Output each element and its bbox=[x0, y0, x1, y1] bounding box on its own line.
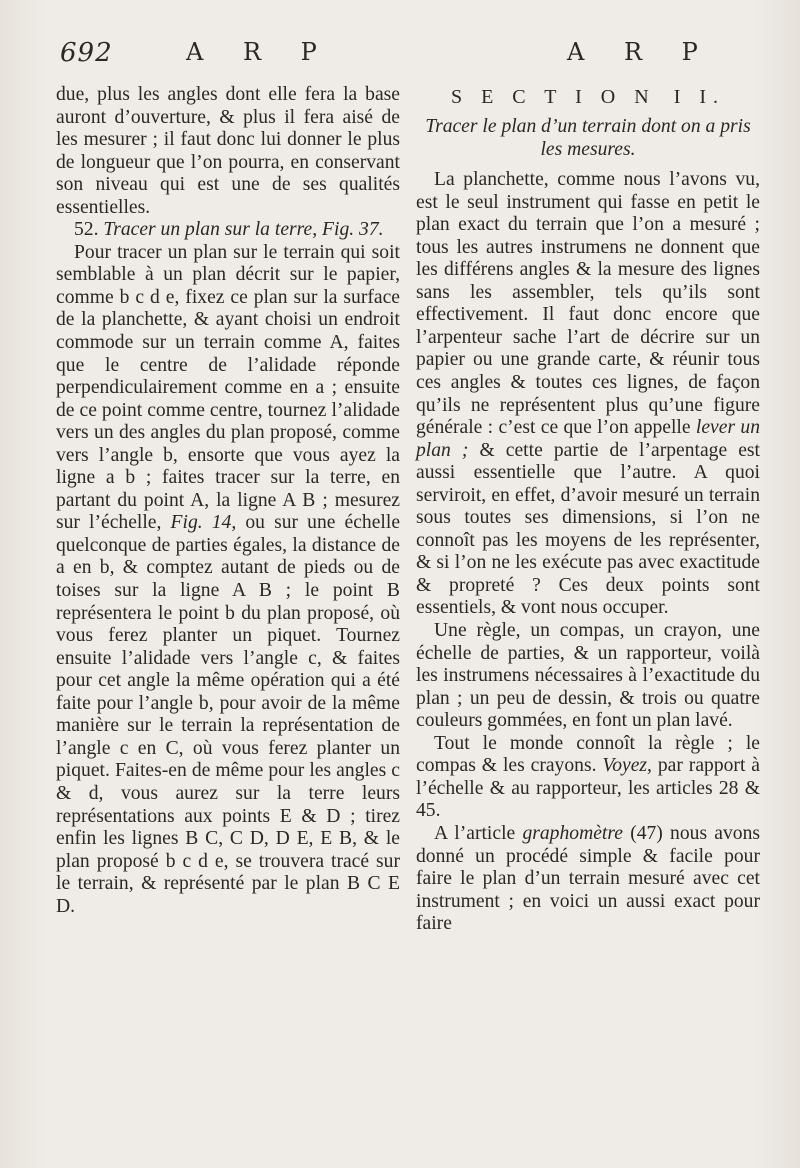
paragraph-instruments: Une règle, un compas, un crayon, une échelle de parties, & un rapporteur, voilà les instrumens nécessaires à l’exactitude du plan ; un peu de dessin, & trois ou quatre couleurs gommées, en font un plan lavé. bbox=[416, 620, 760, 732]
planchette-text-continued: & cette partie de l’arpentage est aussi essentielle que l’autre. A quoi serviroit, en effet, d’avoir mesuré un terrain sous toutes ses dimensions, si l’on ne connoît pas les moyens de les représenter, & si l’on ne les exécute pas avec exactitude & propreté ? Ces deux points sont essentiels, & vont nous occuper. bbox=[416, 439, 760, 619]
paragraph-planchette bbox=[416, 169, 760, 620]
article-number: 52. bbox=[74, 219, 99, 241]
graphometre-text: A l’article bbox=[434, 822, 516, 844]
left-column bbox=[56, 84, 400, 918]
page-number: 692 bbox=[60, 38, 113, 68]
procedure-text-continued: ou sur une échelle quelconque de parties égales, la distance de a en b, & comptez autant de pieds ou de toises sur la ligne A B ; le point B représentera le point b du plan proposé, où vous ferez planter un piquet. Tournez ensuite l’alidade vers l’angle c, & faites pour cet angle la même opération qui a été faite pour l’angle b, pour avoir de la même manière sur le terrain la représentation de l’angle c en C, où vous ferez planter un piquet. Faites-en de même pour les angles c & d, vous aurez sur la terre leurs représentations aux points E & D ; tirez enfin les lignes B C, C D, D E, E B, & le plan proposé b c d e, se trouvera tracé sur le terrain, & représenté par le plan B C E D. bbox=[56, 512, 401, 917]
section-label: S E C T I O N bbox=[450, 86, 656, 108]
running-head-right: A R P bbox=[567, 38, 714, 66]
section-heading bbox=[416, 84, 760, 110]
running-head-left: A R P bbox=[186, 38, 333, 66]
right-column bbox=[416, 84, 760, 936]
planchette-text: La planchette, comme nous l’avons vu, est le seul instrument qui fasse en petit le plan exact du terrain que l’on a mesuré ; tous les autres instrumens ne donnent que les différens angles & la mesure des lignes sans les assembler, tels qu’ils sont effectivement. Il faut donc encore que l’arpenteur sache l’art de décrire sur un papier ou une grande carte, & réunir tous ces angles & toutes ces lignes, de façon qu’ils ne représentent plus qu’une figure générale : c’est ce que l’on appelle bbox=[416, 169, 760, 439]
article-heading bbox=[56, 219, 400, 242]
graphometre-text-continued: (47) nous avons donné un procédé simple & facile pour faire le plan d’un terrain mesuré avec cet instrument ; en voici un aussi exact pour faire bbox=[416, 822, 761, 935]
paragraph-graphometre bbox=[416, 823, 760, 936]
figure-reference-14: Fig. 14, bbox=[170, 512, 237, 534]
section-number: I I. bbox=[673, 86, 726, 108]
figure-reference: Fig. 37. bbox=[322, 219, 384, 241]
paragraph-continuation: due, plus les angles dont elle fera la base auront d’ouverture, & plus il fera aisé de les mesurer ; il faut donc lui donner le plus de longueur que l’on pourra, en conservant son niveau qui est une de ses qualités essentielles. bbox=[56, 84, 400, 218]
voyez-reference: Voyez, bbox=[602, 755, 652, 777]
paragraph-procedure bbox=[56, 242, 400, 918]
procedure-text: Pour tracer un plan sur le terrain qui soit semblable à un plan décrit sur le papier, comme b c d e, fixez ce plan sur la surface de la planchette, & ayant choisi un endroit commode sur un terrain comme A, faites que le centre de l’alidade réponde perpendiculairement comme en a ; ensuite de ce point comme centre, tournez l’alidade vers un des angles du plan proposé, comme vers l’angle b, ensorte que vous ayez la ligne a b ; faites tracer sur la terre, en partant du point A, la ligne A B ; mesurez sur l’échelle, bbox=[56, 241, 400, 534]
page-header bbox=[0, 38, 800, 78]
graphometre-term: graphomètre bbox=[522, 822, 623, 844]
regle-text: Tout le monde connoît la règle ; le compas & les crayons. bbox=[416, 732, 760, 777]
section-subtitle: Tracer le plan d’un terrain dont on a pris les mesures. bbox=[425, 116, 751, 160]
lever-un-plan-term: lever un plan ; bbox=[416, 417, 760, 461]
regle-text-continued: par rapport à l’échelle & au rapporteur, les articles 28 & 45. bbox=[416, 755, 761, 822]
paragraph-regle bbox=[416, 733, 760, 823]
article-title: Tracer un plan sur la terre, bbox=[103, 219, 318, 241]
